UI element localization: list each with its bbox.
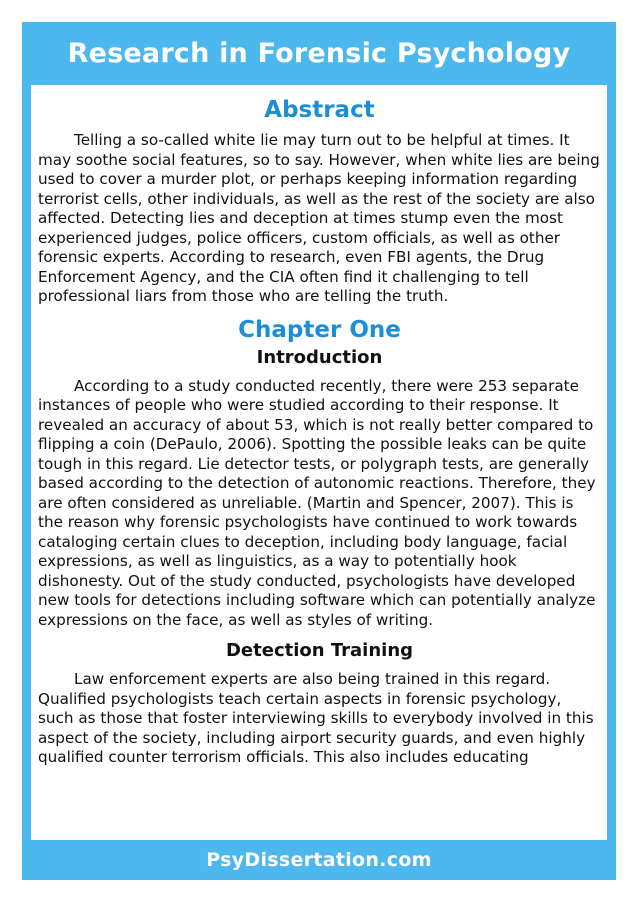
abstract-heading: Abstract — [264, 97, 375, 123]
page-title: Research in Forensic Psychology — [67, 38, 571, 69]
footer-banner — [22, 840, 616, 880]
header-banner — [22, 22, 616, 85]
detection-training-heading: Detection Training — [225, 640, 414, 661]
introduction-heading: Introduction — [256, 346, 383, 368]
document-body — [31, 85, 607, 840]
page-frame — [22, 22, 616, 880]
chapter-heading: Chapter One — [238, 316, 401, 343]
abstract-paragraph: Telling a so-called white lie may turn out to be helpful at times. It may soothe social features, so to say. However, when white lies are being used to cover a murder plot, or perhaps keeping information regarding terrorist cells, other individuals, as well as the rest of the society are also affected. Detecting lies and deception at times stump even the most experienced judges, police officers, custom officials, as well as other forensic experts. According to research, even FBI agents, the Drug Enforcement Agency, and the CIA often find it challenging to tell professional liars from those who are telling the truth. — [38, 131, 600, 305]
detection-training-paragraph: Law enforcement experts are also being trained in this regard. Qualified psychologists teach certain aspects in forensic psychology, such as those that foster interviewing skills to everybody involved in this aspect of the society, including airport security guards, and even highly qualified counter terrorism officials. This also includes educating — [38, 670, 594, 766]
footer-site-name: PsyDissertation.com — [206, 849, 432, 871]
introduction-paragraph: According to a study conducted recently, there were 253 separate instances of people who were studied according to their response. It revealed an accuracy of about 53, which is not really better compared to flipping a coin (DePaulo, 2006). Spotting the possible leaks can be quite tough in this regard. Lie detector tests, or polygraph tests, are generally based according to the detection of autonomic reactions. Therefore, they are often considered as unreliable. (Martin and Spencer, 2007). This is the reason why forensic psychologists have continued to work towards cataloging certain clues to deception, including body language, facial expressions, as well as linguistics, as a way to potentially hook dishonesty. Out of the study conducted, psychologists have developed new tools for detections including software which can potentially analyze expressions on the face, as well as styles of writing. — [38, 376, 596, 629]
